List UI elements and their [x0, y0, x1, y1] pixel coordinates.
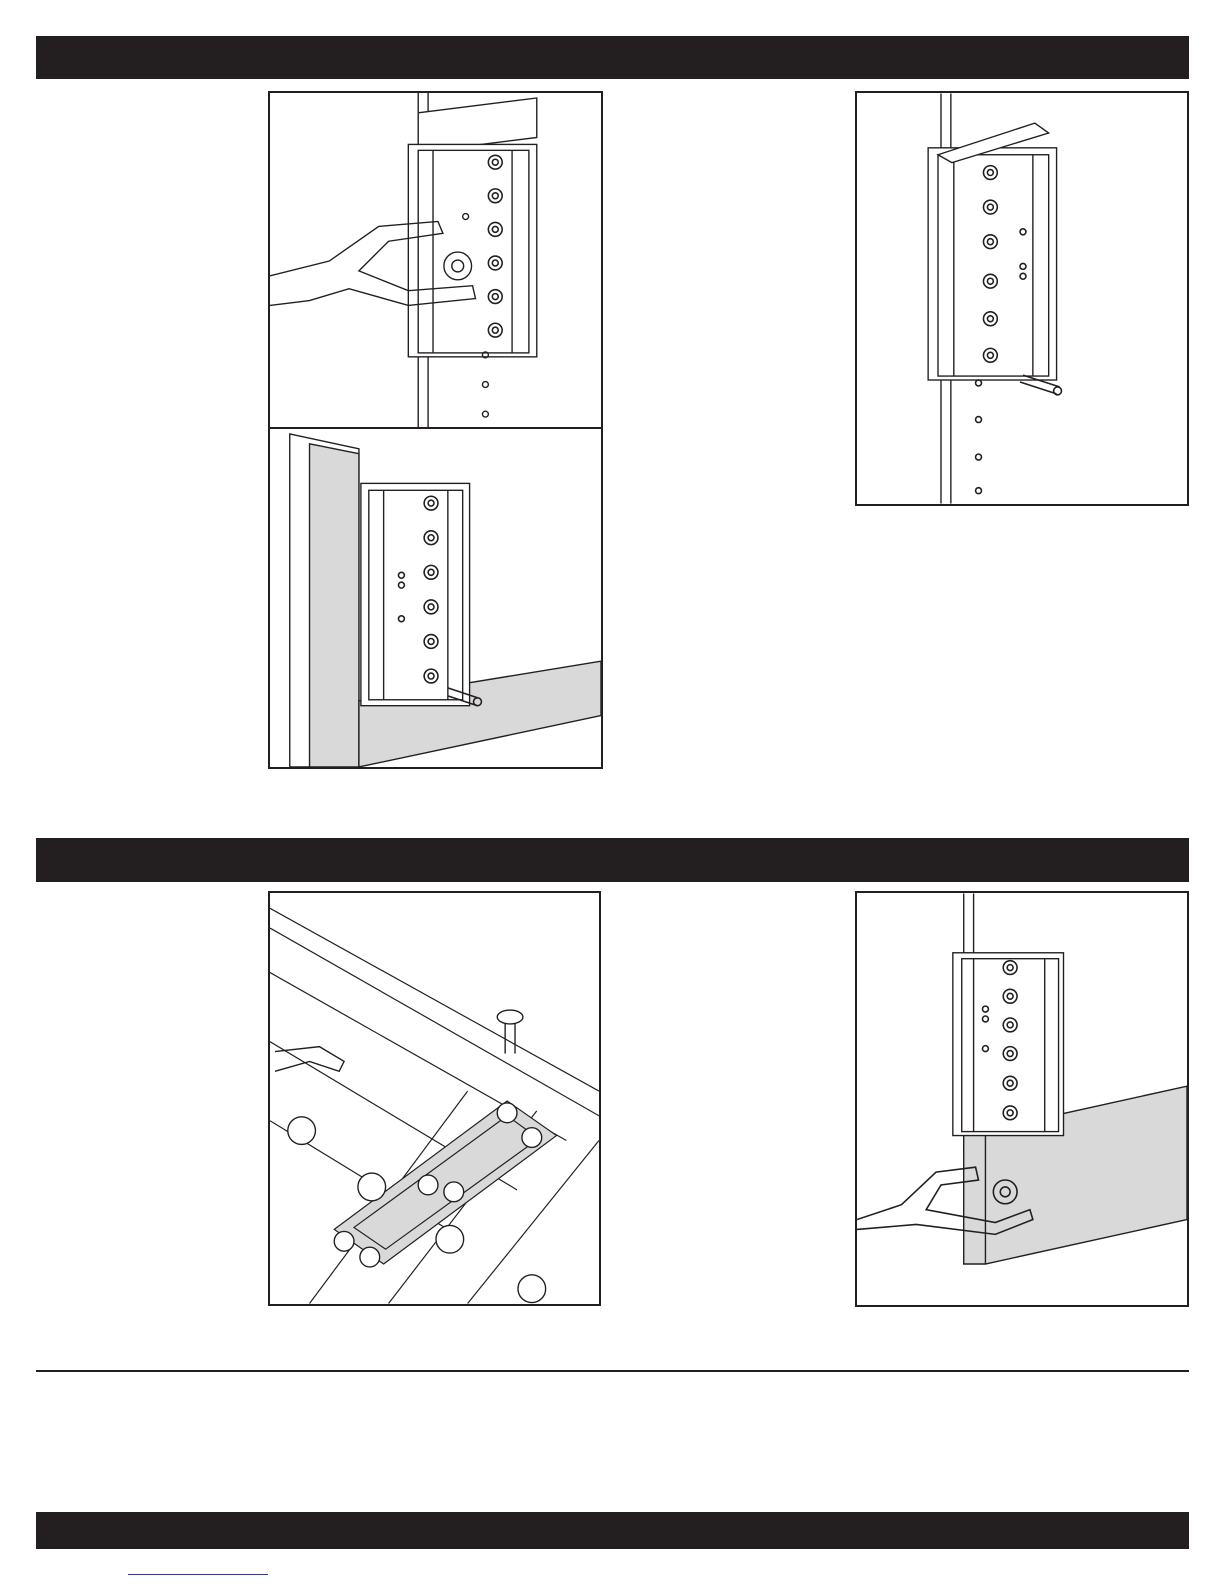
figure-jig-at-rail-junction — [268, 427, 603, 769]
section-1-header-bar — [36, 36, 1189, 79]
illustration-jig-with-dowel — [857, 93, 1187, 504]
section-2-header-bar — [36, 838, 1189, 882]
footer-bar — [36, 1512, 1189, 1549]
figure-clamp-and-jig-on-post — [268, 91, 603, 432]
figure-clamped-jig-on-rail — [855, 891, 1189, 1307]
footer-link[interactable] — [128, 1574, 268, 1575]
illustration-jig-clamped-to-post — [270, 93, 601, 430]
figure-screws-into-plate — [268, 891, 601, 1306]
illustration-jig-at-rail-junction — [270, 429, 601, 767]
illustration-clamped-jig-on-rail — [857, 893, 1187, 1305]
illustration-plate-screws — [270, 893, 599, 1304]
figure-jig-with-dowel-on-post — [855, 91, 1189, 506]
section-divider — [36, 1370, 1189, 1372]
